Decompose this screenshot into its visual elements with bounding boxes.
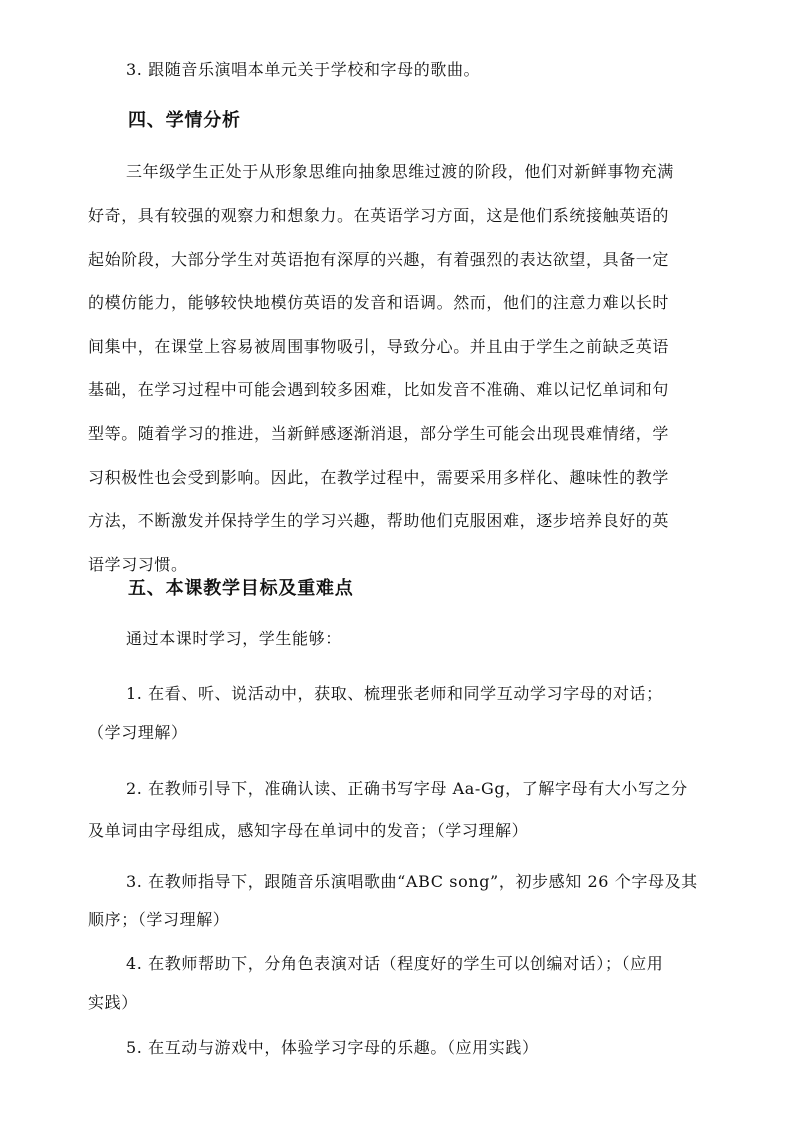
objectives-intro: 通过本课时学习，学生能够： (126, 629, 342, 648)
objective-item-3-line-2: 顺序；（学习理解） (88, 910, 230, 929)
paragraph-line: 的模仿能力，能够较快地模仿英语的发音和语调。然而，他们的注意力难以长时 (88, 293, 670, 312)
paragraph-line: 习积极性也会受到影响。因此，在教学过程中，需要采用多样化、趣味性的教学 (88, 468, 670, 487)
objective-item-4-line-1: 4. 在教师帮助下，分角色表演对话（程度好的学生可以创编对话）；（应用 (126, 954, 664, 973)
top-list-item: 3. 跟随音乐演唱本单元关于学校和字母的歌曲。 (126, 60, 481, 79)
objective-item-1-line-1: 1. 在看、听、说活动中，获取、梳理张老师和同学互动学习字母的对话； (126, 684, 663, 703)
paragraph-line: 起始阶段，大部分学生对英语抱有深厚的兴趣，有着强烈的表达欲望，具备一定 (88, 250, 670, 269)
paragraph-line: 三年级学生正处于从形象思维向抽象思维过渡的阶段，他们对新鲜事物充满 (126, 162, 674, 181)
objective-item-2-line-1: 2. 在教师引导下，准确认读、正确书写字母 Aa-Gg，了解字母有大小写之分 (126, 779, 688, 798)
paragraph-line: 型等。随着学习的推进，当新鲜感逐渐消退，部分学生可能会出现畏难情绪，学 (88, 424, 670, 443)
objective-item-1-line-2: （学习理解） (88, 723, 188, 742)
section-heading-5: 五、本课教学目标及重难点 (128, 578, 354, 599)
objective-item-2-line-2: 及单词由字母组成，感知字母在单词中的发音；（学习理解） (88, 821, 529, 840)
paragraph-line: 基础，在学习过程中可能会遇到较多困难，比如发音不准确、难以记忆单词和句 (88, 380, 670, 399)
objective-item-4-line-2: 实践） (88, 993, 138, 1012)
paragraph-line: 好奇，具有较强的观察力和想象力。在英语学习方面，这是他们系统接触英语的 (88, 206, 670, 225)
objective-item-3-line-1: 3. 在教师指导下，跟随音乐演唱歌曲“ABC song”，初步感知 26 个字母及其 (126, 872, 698, 891)
paragraph-line: 间集中，在课堂上容易被周围事物吸引，导致分心。并且由于学生之前缺乏英语 (88, 337, 670, 356)
paragraph-line: 语学习习惯。 (88, 555, 188, 574)
objective-item-5-line-1: 5. 在互动与游戏中，体验学习字母的乐趣。（应用实践） (126, 1038, 539, 1057)
section-heading-4: 四、学情分析 (128, 110, 241, 131)
paragraph-line: 方法，不断激发并保持学生的学习兴趣，帮助他们克服困难，逐步培养良好的英 (88, 511, 670, 530)
